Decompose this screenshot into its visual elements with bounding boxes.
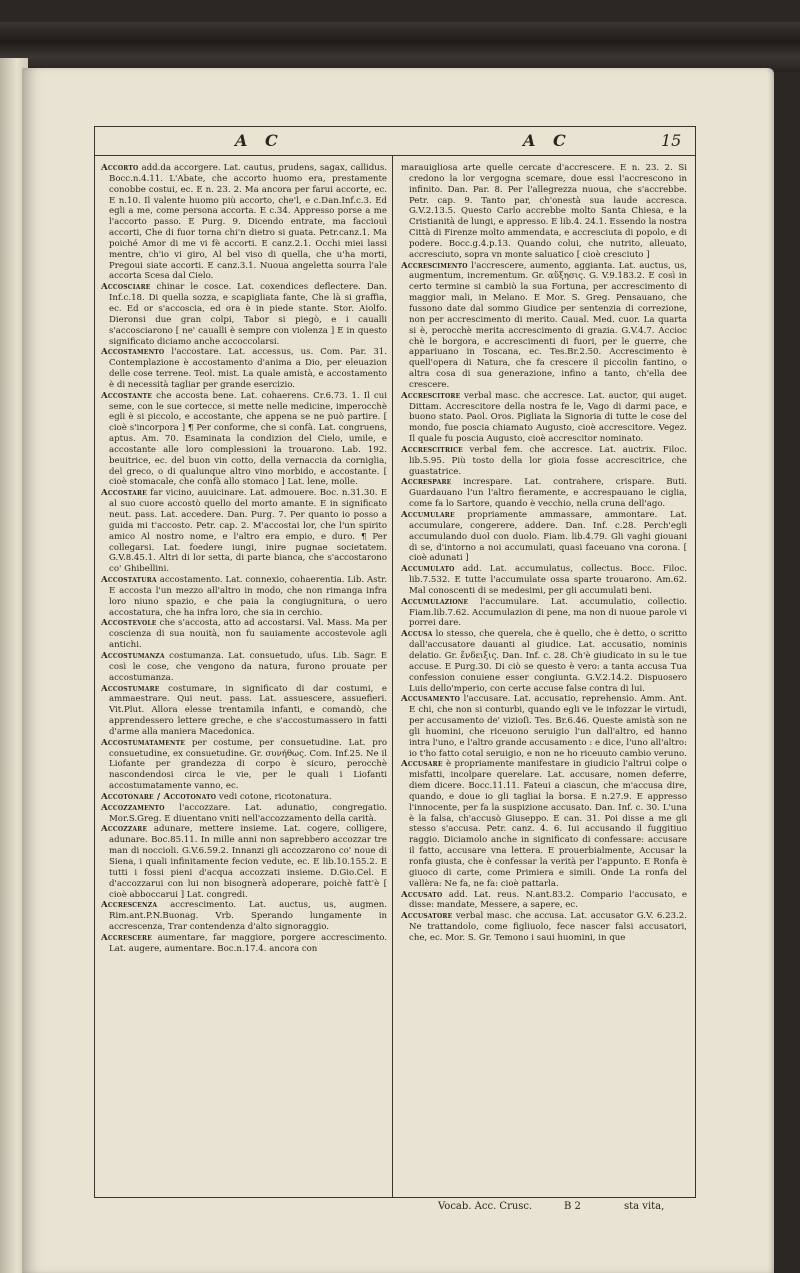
entry-definition: marauigliosa arte quelle cercate d'accrescere. E n. 23. 2. Si credono la lor vergogna scemare, doue essi l'accrescono in infinito. Dan. Par. 8. Per l'allegrezza nuoua, che s'accrebbe. Petr. cap. 9. Tanto par, ch'onestà sua laude accresca. G.V.2.13.5. Questo Carlo accrebbe molto Santa Chiesa, e la Cristianità de lungi, e appresso. E lib.4. 24.1. Essendo la nostra Città di Firenze molto ammendata, e accresciuta di popolo, e di podere. Bocc.g.4.p.13. Quando colui, che nutrito, alleuato, accresciuto, sopra vn monte saluatico [ cioè cresciuto ] (401, 163, 687, 260)
entry-definition: lo stesso, che querela, che è quello, che è detto, o scritto dall'accusatore dauanti al giudice. Lat. accusatio, nominis delatio. Gr. ἔνδειξις. Dan. Inf. c. 28. Ch'è giudicato in su le tue accuse. E Purg.30. Di ciò se questo è vero: a tanta accusa Tua confession conuiene esser congiunta. G.V.2.14.2. Dispuosero Luis dello'mperio, con certe accuse false contra di lui. (409, 629, 687, 694)
entry-headword: Accostamento (101, 347, 165, 358)
dictionary-entry (101, 824, 387, 900)
entry-definition: add.da accorgere. Lat. cautus, prudens, sagax, callidus. Bocc.n.4.11. L'Abate, che accorto huomo era, prestamente conobbe costui, ec. E n. 23. 2. Ma ancora per farui accorte, ec. E n.10. Il valente huomo più accorto, che'l, e c.Dan.Inf.c.3. Ed egli a me, come persona accorta. E c.34. Appresso porse a me l'accorto passo. E Purg. 9. Dicendo entrate, ma facciouì accorti, Che di fuor torna chi'n dietro si guata. Petr.canz.1. Ma poiché Amor di me vi fè accorti. E canz.2.1. Occhi miei lassi mentre, ch'io vi giro, Al bel viso di quella, che u'ha morti, Pregoui siate accorti. E canz.3.1. Nuoua angeletta sourra l'ale accorta Scesa dal Cielo. (109, 163, 387, 282)
entry-headword: Accostatura (101, 575, 157, 586)
dictionary-entry (101, 163, 387, 282)
entry-definition: adunare, mettere insieme. Lat. cogere, colligere, adunare. Boc.85.11. In mille anni non saprebbero accozzar tre man di noccioli. G.V.6.59.2. Innanzi gli accozzarono co' noue di Siena, i quali infinitamente fecion vedute, ec. E lib.10.155.2. E tutti i fossi pieni d'acqua accozzati insieme. D.Gio.Cel. E d'accozzarui con lui non bisognerà adoperare, poichè fatt'è [ cioè abboccarui ] Lat. congredi. (109, 824, 387, 900)
dictionary-entry (401, 477, 687, 510)
entry-headword: Accostumanza (101, 650, 165, 661)
entry-definition: l'accostare. Lat. accessus, us. Com. Par. 31. Contemplazione è accostamento d'anima a Dio, per eleuazion delle cose terrene. Teol. mist. La quale amistà, e accostamento è di necessità tagliar per grande esercizio. (109, 347, 387, 390)
dictionary-entry (101, 933, 387, 955)
entry-headword: Accostevole (101, 618, 157, 629)
entry-definition: verbal masc. che accresce. Lat. auctor, qui auget. Dittam. Accrescitore della nostra fe le, Vago di darmi pace, e buono stato. Paol. Oros. Pigliata la Signoria di tutte le cose del mondo, fue poscia chiamato Augusto, cioè accrescitore. Vegez. Il quale fu poscia Augusto, cioè accrescitor nominato. (409, 390, 687, 445)
dictionary-entry (401, 163, 687, 261)
dictionary-entry (101, 347, 387, 390)
left-column (101, 163, 387, 1191)
dictionary-entry (101, 391, 387, 489)
entry-headword: Accotonare / Accotonato (101, 791, 217, 802)
entry-headword: Accostumatamente (101, 737, 186, 748)
dictionary-entry (101, 900, 387, 933)
entry-headword: Accumulazione (401, 596, 469, 607)
page-number: 15 (661, 131, 682, 150)
entry-definition: propriamente ammassare, ammontare. Lat. accumulare, congerere, addere. Dan. Inf. c.28. Perch'egli accumulando duol con duolo. Fiam. lib.4.79. Gli vaghi giouani di se, d'intorno a noi accumulati, quasi faceuano vna corona. [ cioè adunati ] (409, 510, 687, 564)
footer-catchword-left: Vocab. Acc. Crusc. (438, 1201, 533, 1212)
dictionary-entry (401, 510, 687, 564)
entry-headword: Accrespare (401, 477, 452, 488)
dictionary-entry (101, 488, 387, 575)
column-divider (392, 155, 393, 1197)
dictionary-entry (101, 618, 387, 651)
footer-catchword-right: sta vita, (624, 1201, 665, 1212)
entry-headword: Accrescitrice (401, 444, 463, 455)
dictionary-entry (401, 445, 687, 478)
signature-mark: B 2 (564, 1201, 581, 1212)
entry-definition: far vicino, auuicinare. Lat. admouere. Boc. n.31.30. E al suo cuore accostò quello del morto amante. E in significato neut. pass. Lat. accedere. Dan. Purg. 7. Per quanto io posso a guida mi t'accosto. Petr. cap. 2. M'accostai lor, che l'un spirito amico Al nostro nome, e l'altro era empio, e duro. ¶ Per collegarsi. Lat. foedere iungi, inire pugnae societatem. G.V.8.45.1. Altri di lor setta, di parte bianca, che s'accostarono co' Ghibellini. (109, 488, 387, 575)
entry-definition: chinar le cosce. Lat. coxendices deflectere. Dan. Inf.c.18. Di quella sozza, e scapigliata fante, Che là si graffia, ec. Ed or s'accoscia, ed ora è in piede stante. Stor. Aiolfo. Dieronsi due gran colpi, Tabor si piegò, e i caualli s'accosciarono [ ne' caualli è sempre con violenza ] E in questo significato diciamo anche accoccolarsi. (109, 282, 387, 347)
entry-headword: Accusamento (401, 694, 461, 705)
entry-headword: Accusatore (401, 911, 453, 922)
entry-definition: vedi cotone, ricotonatura. (216, 791, 332, 802)
text-frame (94, 126, 696, 1198)
dictionary-entry (101, 792, 387, 803)
entry-definition: add. Lat. accumulatus, collectus. Bocc. Filoc. lib.7.532. E tutte l'accumulate ossa sparte trouarono. Am.62. Mal conoscenti di se medesimi, per gli accumulati beni. (409, 564, 687, 596)
entry-definition: l'accozzare. Lat. adunatio, congregatio. Mor.S.Greg. E diuentano vniti nell'accozzamento della carità. (109, 802, 387, 824)
dictionary-entry (401, 629, 687, 694)
entry-definition: verbal fem. che accresce. Lat. auctrix. Filoc. lib.5.95. Più tosto della lor gioia fosse accrescitrice, che guastatrice. (409, 444, 687, 477)
entry-headword: Accosciare (101, 282, 151, 293)
entry-definition: verbal masc. che accusa. Lat. accusator G.V. 6.23.2. Ne trattandolo, come figliuolo, fece nascer falsi accusatori, che, ec. Mor. S. Gr. Temono i saui huomini, in que (409, 911, 687, 943)
dictionary-entry (101, 282, 387, 347)
entry-headword: Accusare (401, 759, 443, 770)
dictionary-entry (401, 759, 687, 889)
dictionary-entry (401, 694, 687, 759)
right-column (401, 163, 687, 1191)
dictionary-entry (101, 738, 387, 792)
running-head-left: A C (235, 131, 284, 150)
entry-definition: l'accumulare. Lat. accumulatio, collectio. Fiam.lib.7.62. Accumulazion di pene, ma non di nuoue parole vi porrei dare. (409, 596, 687, 629)
dictionary-entry (401, 391, 687, 445)
dictionary-entry (401, 911, 687, 944)
entry-definition: costumanza. Lat. consuetudo, uſus. Lib. Sagr. E così le cose, che vengono da natura, furono prouate per accostumanza. (109, 650, 387, 683)
entry-headword: Accrescenza (101, 900, 158, 911)
entry-headword: Accostare (101, 488, 147, 499)
dictionary-entry (101, 803, 387, 825)
entry-definition: che accosta bene. Lat. cohaerens. Cr.6.73. 1. Il cui seme, con le sue cortecce, si mette nelle medicine, imperocchè egli è si piccolo, e accostante, che appena se ne può partire. [ cioè s'incorpora ] ¶ Per conforme, che si confà. Lat. congruens, aptus. Am. 70. Esaminata la condizion del Cielo, umile, e accostante alle loro complessioni la trouarono. Lab. 192. beuitrice, ec. del buon vin cotto, della vernaccia da corniglia, del greco, o di qualunque altro vino morbido, e accostante. [ cioè stomacale, che confà allo stomaco ] Lat. lene, molle. (109, 390, 387, 488)
entry-definition: add. Lat. reus. N.ant.83.2. Compario l'accusato, e disse: mandate, Messere, a sapere, ec. (409, 889, 687, 911)
dictionary-entry (101, 684, 387, 738)
entry-definition: l'accrescere, aumento, aggianta. Lat. auctus, us, augmentum, incrementum. Gr. αὔξησις. G. V.9.183.2. E così in certo termine si cambiò la sua Fortuna, per accrescimento di maggior mali, in Melano. E Mor. S. Greg. Pensauano, che fussono date dal sommo Giudice per sentenzia di correzione, non per accrescimento di merito. Caual. Med. cuor. La quarta si è, perocchè merita accrescimento di grazia. G.V.4.7. Accioc chè le borgora, e accrescimenti di fuori, per le guerre, che appariuano in Toscana, ec. Tes.Br.2.50. Accrescimento è quell'opera di Natura, che fa crescere il piccolin fantino, o altra cosa di sua generazione, infino a tanto, ch'ella dee crescere. (409, 260, 687, 390)
running-head-right: A C (523, 131, 572, 150)
entry-headword: Accrescitore (401, 390, 461, 401)
page-sheet (22, 68, 774, 1273)
page-footer (94, 1201, 694, 1217)
entry-definition: increspare. Lat. contrahere, crispare. Buti. Guardauano l'un l'altro fieramente, e accrespauano le ciglia, come fa lo Sartore, quando è vecchio, nella cruna dell'ago. (409, 477, 687, 510)
dictionary-entry (401, 890, 687, 912)
dictionary-entry (401, 564, 687, 597)
entry-headword: Accorto (101, 163, 139, 173)
entry-headword: Accrescimento (401, 260, 468, 271)
dictionary-entry (101, 651, 387, 684)
entry-headword: Accozzare (101, 824, 148, 835)
book-top-edge (0, 22, 800, 72)
entry-definition: per costume, per consuetudine. Lat. pro consuetudine, ex consuetudine. Gr. συνήθως. Com. Inf.25. Ne il Liofante per grandezza di corpo è sicuro, perocchè nascondendosi circa le vie, per le quali i Liofanti accostumatamente vanno, ec. (109, 737, 387, 792)
dictionary-entry (101, 575, 387, 618)
entry-definition: l'accusare. Lat. accusatio, reprehensio. Amm. Ant. E chi, che non si conturbi, quando egli ve le infozzar le virtudi, per accusamento de' vizioſi. Tes. Br.6.46. Queste amistà son ne gli huomini, che riceuono seruigio l'un dall'altro, ed hanno intra l'uno, e l'altro grande accusamento : e dice, l'uno all'altro: io t'ho fatto cotal seruigio, e non ne ho riceuuto cambio veruno. (409, 694, 687, 759)
entry-definition: costumare, in significato di dar costumi, e ammaestrare. Qui neut. pass. Lat. assuescere, assuefieri. Vit.Plut. Allora elesse trentamila infanti, e comandò, che apprendessero lettere greche, e che s'accostumassero in fatti d'arme alla maniera Macedonica. (109, 683, 387, 737)
header-rule (95, 155, 695, 156)
entry-headword: Accusa (401, 629, 433, 640)
entry-definition: aumentare, far maggiore, porgere accrescimento. Lat. augere, aumentare. Boc.n.17.4. ancora con (109, 932, 387, 954)
entry-headword: Accrescere (101, 932, 153, 943)
entry-headword: Accozzamento (101, 802, 165, 813)
entry-headword: Accusato (401, 889, 443, 900)
entry-definition: che s'accosta, atto ad accostarsi. Val. Mass. Ma per coscienza di sua nouità, non fu sauiamente accostevole agli antichi. (109, 618, 387, 651)
entry-headword: Accumulato (401, 564, 455, 575)
dictionary-entry (401, 261, 687, 391)
entry-definition: accostamento. Lat. connexio, cohaerentia. Lib. Astr. E accosta l'un mezzo all'altro in modo, che non rimanga infra loro niuno spazio, e che paia la congiugnitura, o uero accostatura, che ha infra loro, che sia in cerchio. (109, 575, 387, 618)
entry-headword: Accostante (101, 390, 153, 401)
entry-headword: Accostumare (101, 683, 160, 694)
entry-headword: Accumulare (401, 510, 455, 520)
entry-definition: accrescimento. Lat. auctus, us, augmen. Rim.ant.P.N.Buonag. Vrb. Sperando lungamente in accrescenza, Trar contendenza d'alto signoraggio. (109, 900, 387, 933)
dictionary-entry (401, 597, 687, 630)
entry-definition: è propriamente manifestare in giudicio l'altrui colpe o misfatti, incolpare querelare. Lat. accusare, nomen deferre, diem dicere. Bocc.11.11. Fateui a ciascun, che m'accusa dire, quando, e doue io gli tagliai la borsa. E n.27.9. E appresso l'innocente, per fa la suspizione accusato. Dan. Inf. c. 30. L'una è la falsa, ch'accusò Giuseppo. E can. 31. Poi disse a me gli stesso s'accusa. Petr. canz. 4. 6. Iui accusando il fuggitiuo raggio. Diciamolo anche in significato di confessare: accusare il fatto, accusare vna lettera. E prouerbialmente, Accusar la ronfa giusta, che è confessar la verità per l'appunto. E Ronfa è giuoco di carte, come Primiera e simili. Onde La ronfa del vallèra: Ne fa, ne fa: cioè pattarla. (409, 759, 687, 889)
